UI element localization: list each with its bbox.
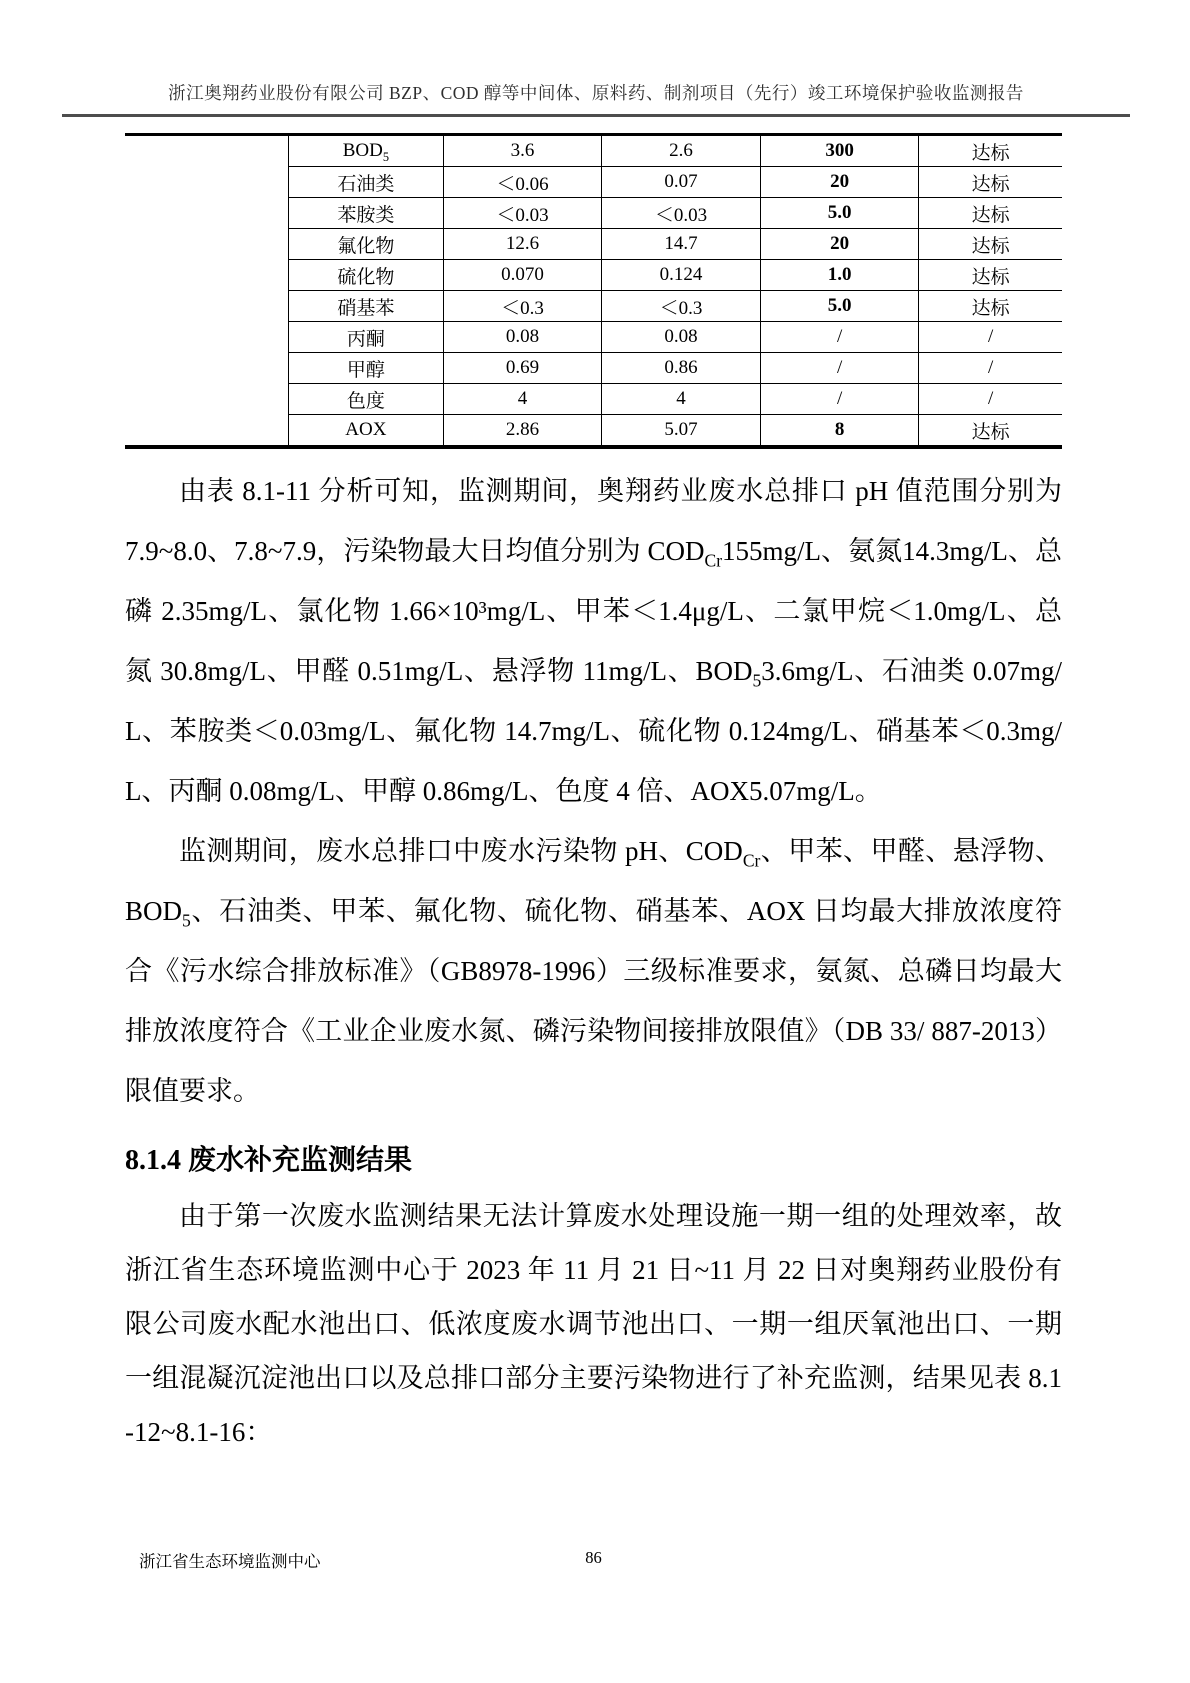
cell-compliance-result: 达标 [919,415,1062,446]
cell-compliance-result: 达标 [919,291,1062,322]
cell-compliance-result: / [919,353,1062,384]
cell-day1-value: 0.070 [443,260,602,291]
section-heading-8-1-4: 8.1.4 废水补充监测结果 [125,1145,413,1176]
cell-day1-value: ＜0.06 [443,167,602,198]
cell-day1-value: ＜0.03 [443,198,602,229]
cell-parameter: 硝基苯 [289,291,444,322]
page-content [125,133,1062,1459]
supplementary-monitoring-paragraph: 由于第一次废水监测结果无法计算废水处理设施一期一组的处理效率，故浙江省生态环境监测中心于 2023 年 11 月 21 日~11 月 22 日对奥翔药业股份有限公司废水配水池出口、低浓度废水调节池出口、一期一组厌氧池出口、一期一组混凝沉淀池出口以及总排口部分主要污染物进行了补充监测，结果见表 8.1-12~8.1-16： [125,1201,1062,1447]
cell-parameter: 色度 [289,384,444,415]
cell-day1-value: 4 [443,384,602,415]
table-row [289,136,1063,167]
cell-day2-value: 0.08 [602,322,761,353]
cell-standard-limit: / [760,322,919,353]
cell-compliance-result: 达标 [919,229,1062,260]
cell-parameter: 氟化物 [289,229,444,260]
cell-standard-limit: / [760,384,919,415]
wastewater-table [125,133,1062,449]
cell-day2-value: ＜0.3 [602,291,761,322]
cell-standard-limit: 20 [760,229,919,260]
cell-day2-value: 0.124 [602,260,761,291]
table-row [289,384,1063,415]
cell-parameter: $BOD_5$ [289,136,444,167]
cell-day1-value: 3.6 [443,136,602,167]
table-row [289,167,1063,198]
cell-day2-value: 2.6 [602,136,761,167]
cell-parameter: 石油类 [289,167,444,198]
page-header [62,80,1130,117]
monitoring-results-table-body [289,136,1063,445]
cell-standard-limit: 300 [760,136,919,167]
compliance-paragraph: 监测期间，废水总排口中废水污染物 pH、$COD_{Cr}$、甲苯、甲醛、悬浮物、$BOD_5$、石油类、甲苯、氟化物、硫化物、硝基苯、AOX 日均最大排放浓度符合《污水综合排放标准》（GB8978-1996）三级标准要求，氨氮、总磷日均最大排放浓度符合《工业企业废水氮、磷污染物间接排放限值》（DB 33/ 887-2013）限值要求。 [125,836,1063,1106]
cell-standard-limit: 1.0 [760,260,919,291]
cell-standard-limit: 8 [760,415,919,446]
table-row [289,229,1063,260]
cell-standard-limit: / [760,353,919,384]
cell-parameter: 硫化物 [289,260,444,291]
cell-parameter: 苯胺类 [289,198,444,229]
cell-day1-value: ＜0.3 [443,291,602,322]
table-row [289,291,1063,322]
cell-compliance-result: / [919,322,1062,353]
footer-page-number: 86 [585,1548,602,1567]
table-row [289,322,1063,353]
cell-day1-value: 12.6 [443,229,602,260]
cell-day2-value: 4 [602,384,761,415]
cell-day1-value: 2.86 [443,415,602,446]
table-row [289,198,1063,229]
cell-parameter: 甲醇 [289,353,444,384]
cell-compliance-result: 达标 [919,260,1062,291]
cell-compliance-result: 达标 [919,167,1062,198]
cell-day2-value: 14.7 [602,229,761,260]
table-row [289,260,1063,291]
cell-standard-limit: 20 [760,167,919,198]
table-left-spacer [125,136,288,445]
cell-day2-value: ＜0.03 [602,198,761,229]
cell-standard-limit: 5.0 [760,198,919,229]
cell-day1-value: 0.08 [443,322,602,353]
cell-compliance-result: 达标 [919,136,1062,167]
monitoring-results-table [288,136,1062,445]
cell-compliance-result: 达标 [919,198,1062,229]
header-title: 浙江奥翔药业股份有限公司 BZP、COD 醇等中间体、原料药、制剂项目（先行）竣工环境保护验收监测报告 [168,83,1024,103]
table-row [289,415,1063,446]
table-row [289,353,1063,384]
cell-day1-value: 0.69 [443,353,602,384]
cell-day2-value: 0.07 [602,167,761,198]
cell-compliance-result: / [919,384,1062,415]
cell-standard-limit: 5.0 [760,291,919,322]
cell-parameter: 丙酮 [289,322,444,353]
analysis-paragraph: 由表 8.1-11 分析可知，监测期间，奥翔药业废水总排口 pH 值范围分别为 7.9~8.0、7.8~7.9，污染物最大日均值分别为 $COD_{Cr}155mg/L$、氨氮14.3mg/L、总磷 2.35mg/L、氯化物 1.66×10³mg/L、甲苯＜1.4μg/L、二氯甲烷＜1.0mg/L、总氮 30.8mg/L、甲醛 0.51mg/L、悬浮物 11mg/L、$BOD_53.6mg/L$、石油类 0.07mg/L、苯胺类＜0.03mg/L、氟化物 14.7mg/L、硫化物 0.124mg/L、硝基苯＜0.3mg/L、丙酮 0.08mg/L、甲醇 0.86mg/L、色度 4 倍、AOX5.07mg/L。 [125,476,1062,806]
cell-parameter: AOX [289,415,444,446]
cell-day2-value: 0.86 [602,353,761,384]
footer-organization: 浙江省生态环境监测中心 [139,1552,321,1571]
cell-day2-value: 5.07 [602,415,761,446]
